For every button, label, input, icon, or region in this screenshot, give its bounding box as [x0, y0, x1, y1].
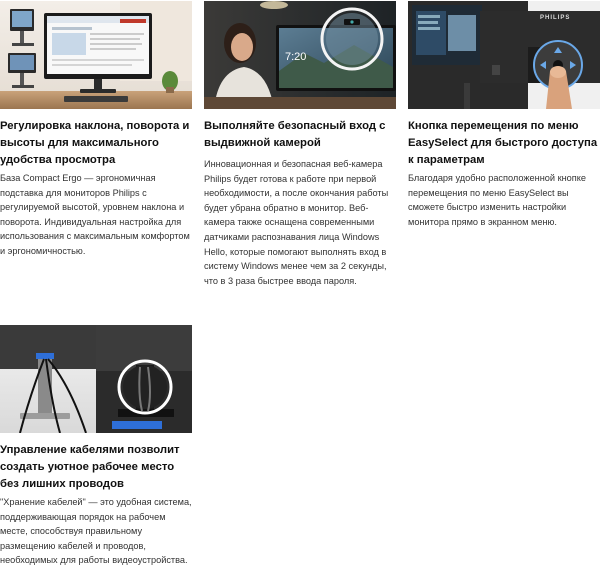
cable-management-image: [0, 325, 192, 433]
webcam-login-image: [204, 1, 396, 109]
feature-title: Выполняйте безопасный вход с выдвижной камерой: [204, 120, 386, 149]
brand-logo: PHILIPS: [540, 15, 571, 21]
feature-title: Регулировка наклона, поворота и высоты для максимального удобства просмотра: [0, 120, 190, 166]
monitor-adjustment-image: [0, 1, 192, 109]
feature-description: "Хранение кабелей" — это удобная система, поддерживающая порядок на рабочем месте, способствуя правильному размещению кабелей и проводов, необходимых для работы видеоустройства.: [0, 497, 192, 566]
screen-clock: 7:20: [285, 51, 307, 63]
feature-description: База Compact Ergo — эргономичная подставка для мониторов Philips с регулируемой высотой, уровнем наклона и поворота. Индивидуальная настройка для использования с максимальным комфортом и эргономичностью.: [0, 173, 190, 256]
feature-title: Кнопка перемещения по меню EasySelect для быстрого доступа к параметрам: [408, 120, 598, 166]
feature-title: Управление кабелями позволит создать уютное рабочее место без лишних проводов: [0, 444, 180, 490]
easyselect-button-image: [408, 1, 600, 109]
feature-description: Инновационная и безопасная веб-камера Philips будет готова к работе при первой необходимости, а после окончания работы будет убрана обратно в монитор. Веб-камера также оснащена современными датчиками распознавания лица Windows Hello, которые помогают выполнять вход в систему Windows менее чем за 2 секунды, что в 3 раза быстрее ввода пароля.: [204, 159, 389, 286]
feature-description: Благодаря удобно расположенной кнопке перемещения по меню EasySelect вы сможете быстро изменить настройки монитора прямо в экранном меню.: [408, 173, 586, 227]
